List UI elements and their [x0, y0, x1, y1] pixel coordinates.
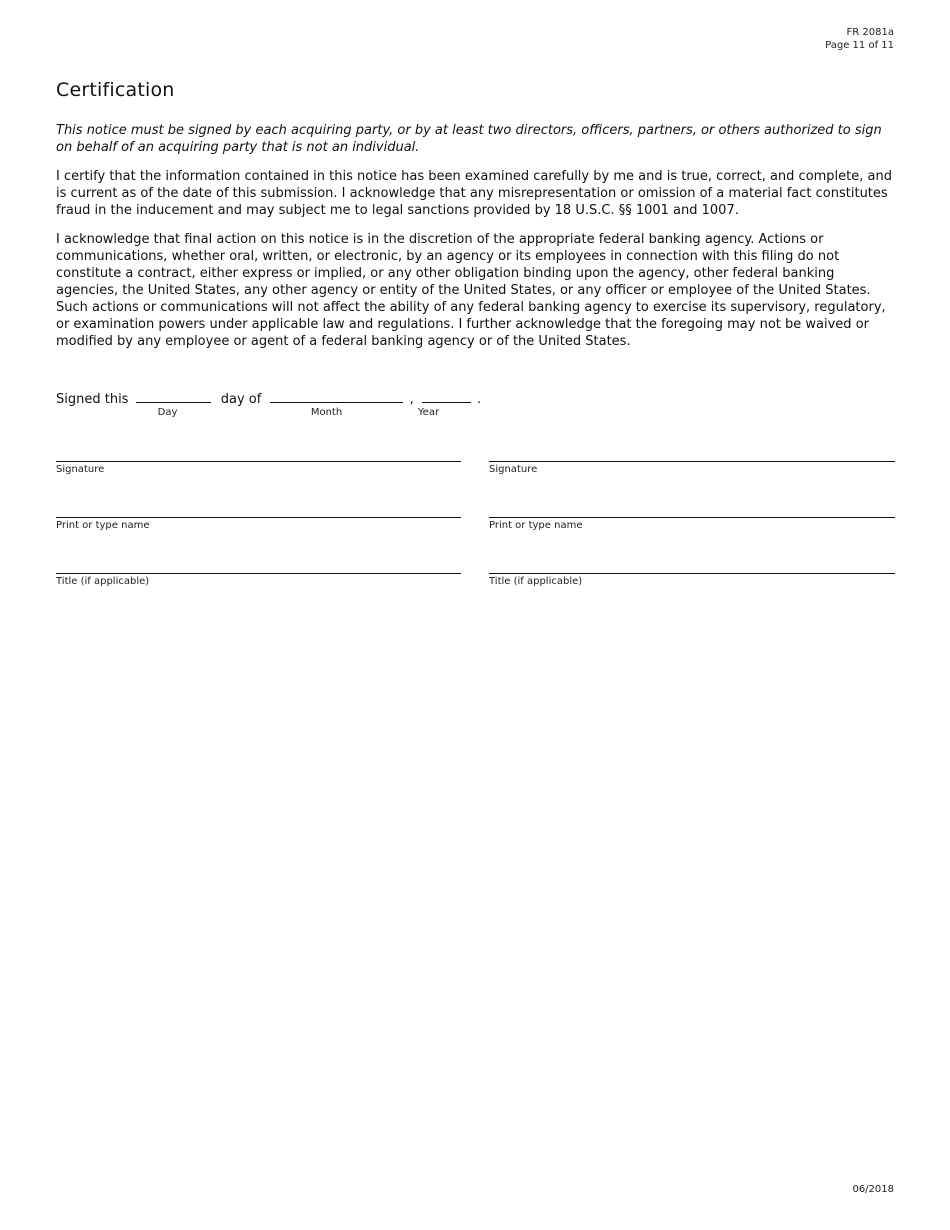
- signed-this-label: Signed this: [56, 392, 129, 407]
- month-caption: Month: [310, 407, 343, 418]
- day-caption: Day: [157, 407, 178, 418]
- section-title: Certification: [56, 79, 175, 101]
- acknowledgement-paragraph: I acknowledge that final action on this notice is in the discretion of the appropriate federal banking agency. Actions or communications, whether oral, written, or electronic, by an agency or its employees in connection with this filing do not constitute a contract, either express or implied, or any other obligation binding upon the agency, other federal banking agencies, the United States, any other agency or entity of the United States, or any officer or employee of the United States. Such actions or communications will not affect the ability of any federal banking agency to exercise its supervisory, regulatory, or examination powers under applicable law and regulations. I further acknowledge that the foregoing may not be waived or modified by any employee or agent of a federal banking agency or of the United States.: [56, 232, 886, 349]
- right-title-field[interactable]: [489, 573, 895, 574]
- left-signature-field[interactable]: [56, 461, 461, 462]
- page-number: Page 11 of 11: [825, 40, 894, 51]
- right-signature-field[interactable]: [489, 461, 895, 462]
- signed-date-row: [56, 388, 481, 408]
- left-title-label: Title (if applicable): [56, 576, 150, 587]
- right-title-label: Title (if applicable): [489, 576, 583, 587]
- right-name-field[interactable]: [489, 517, 895, 518]
- certification-paragraph: I certify that the information contained in this notice has been examined carefully by me and is true, correct, and complete, and is current as of the date of this submission. I acknowledge that any misrepresentation or omission of a material fact constitutes fraud in the inducement and may subject me to legal sanctions provided by 18 U.S.C. §§ 1001 and 1007.: [56, 169, 892, 218]
- right-name-label: Print or type name: [489, 520, 583, 531]
- right-signature-label: Signature: [489, 464, 538, 475]
- form-number: FR 2081a: [846, 27, 894, 38]
- day-of-label: day of: [220, 392, 262, 407]
- day-field[interactable]: [136, 388, 211, 403]
- left-name-field[interactable]: [56, 517, 461, 518]
- form-identifier: [825, 26, 894, 52]
- period-mark: .: [477, 392, 482, 407]
- year-caption: Year: [417, 407, 440, 418]
- comma-separator: ,: [409, 392, 414, 407]
- revision-date: 06/2018: [852, 1184, 894, 1195]
- left-name-label: Print or type name: [56, 520, 150, 531]
- left-signature-label: Signature: [56, 464, 105, 475]
- month-field[interactable]: [270, 388, 403, 403]
- year-field[interactable]: [422, 388, 471, 403]
- signing-requirement-note: This notice must be signed by each acquiring party, or by at least two directors, officers, partners, or others authorized to sign on behalf of an acquiring party that is not an individual.: [56, 123, 882, 155]
- left-title-field[interactable]: [56, 573, 461, 574]
